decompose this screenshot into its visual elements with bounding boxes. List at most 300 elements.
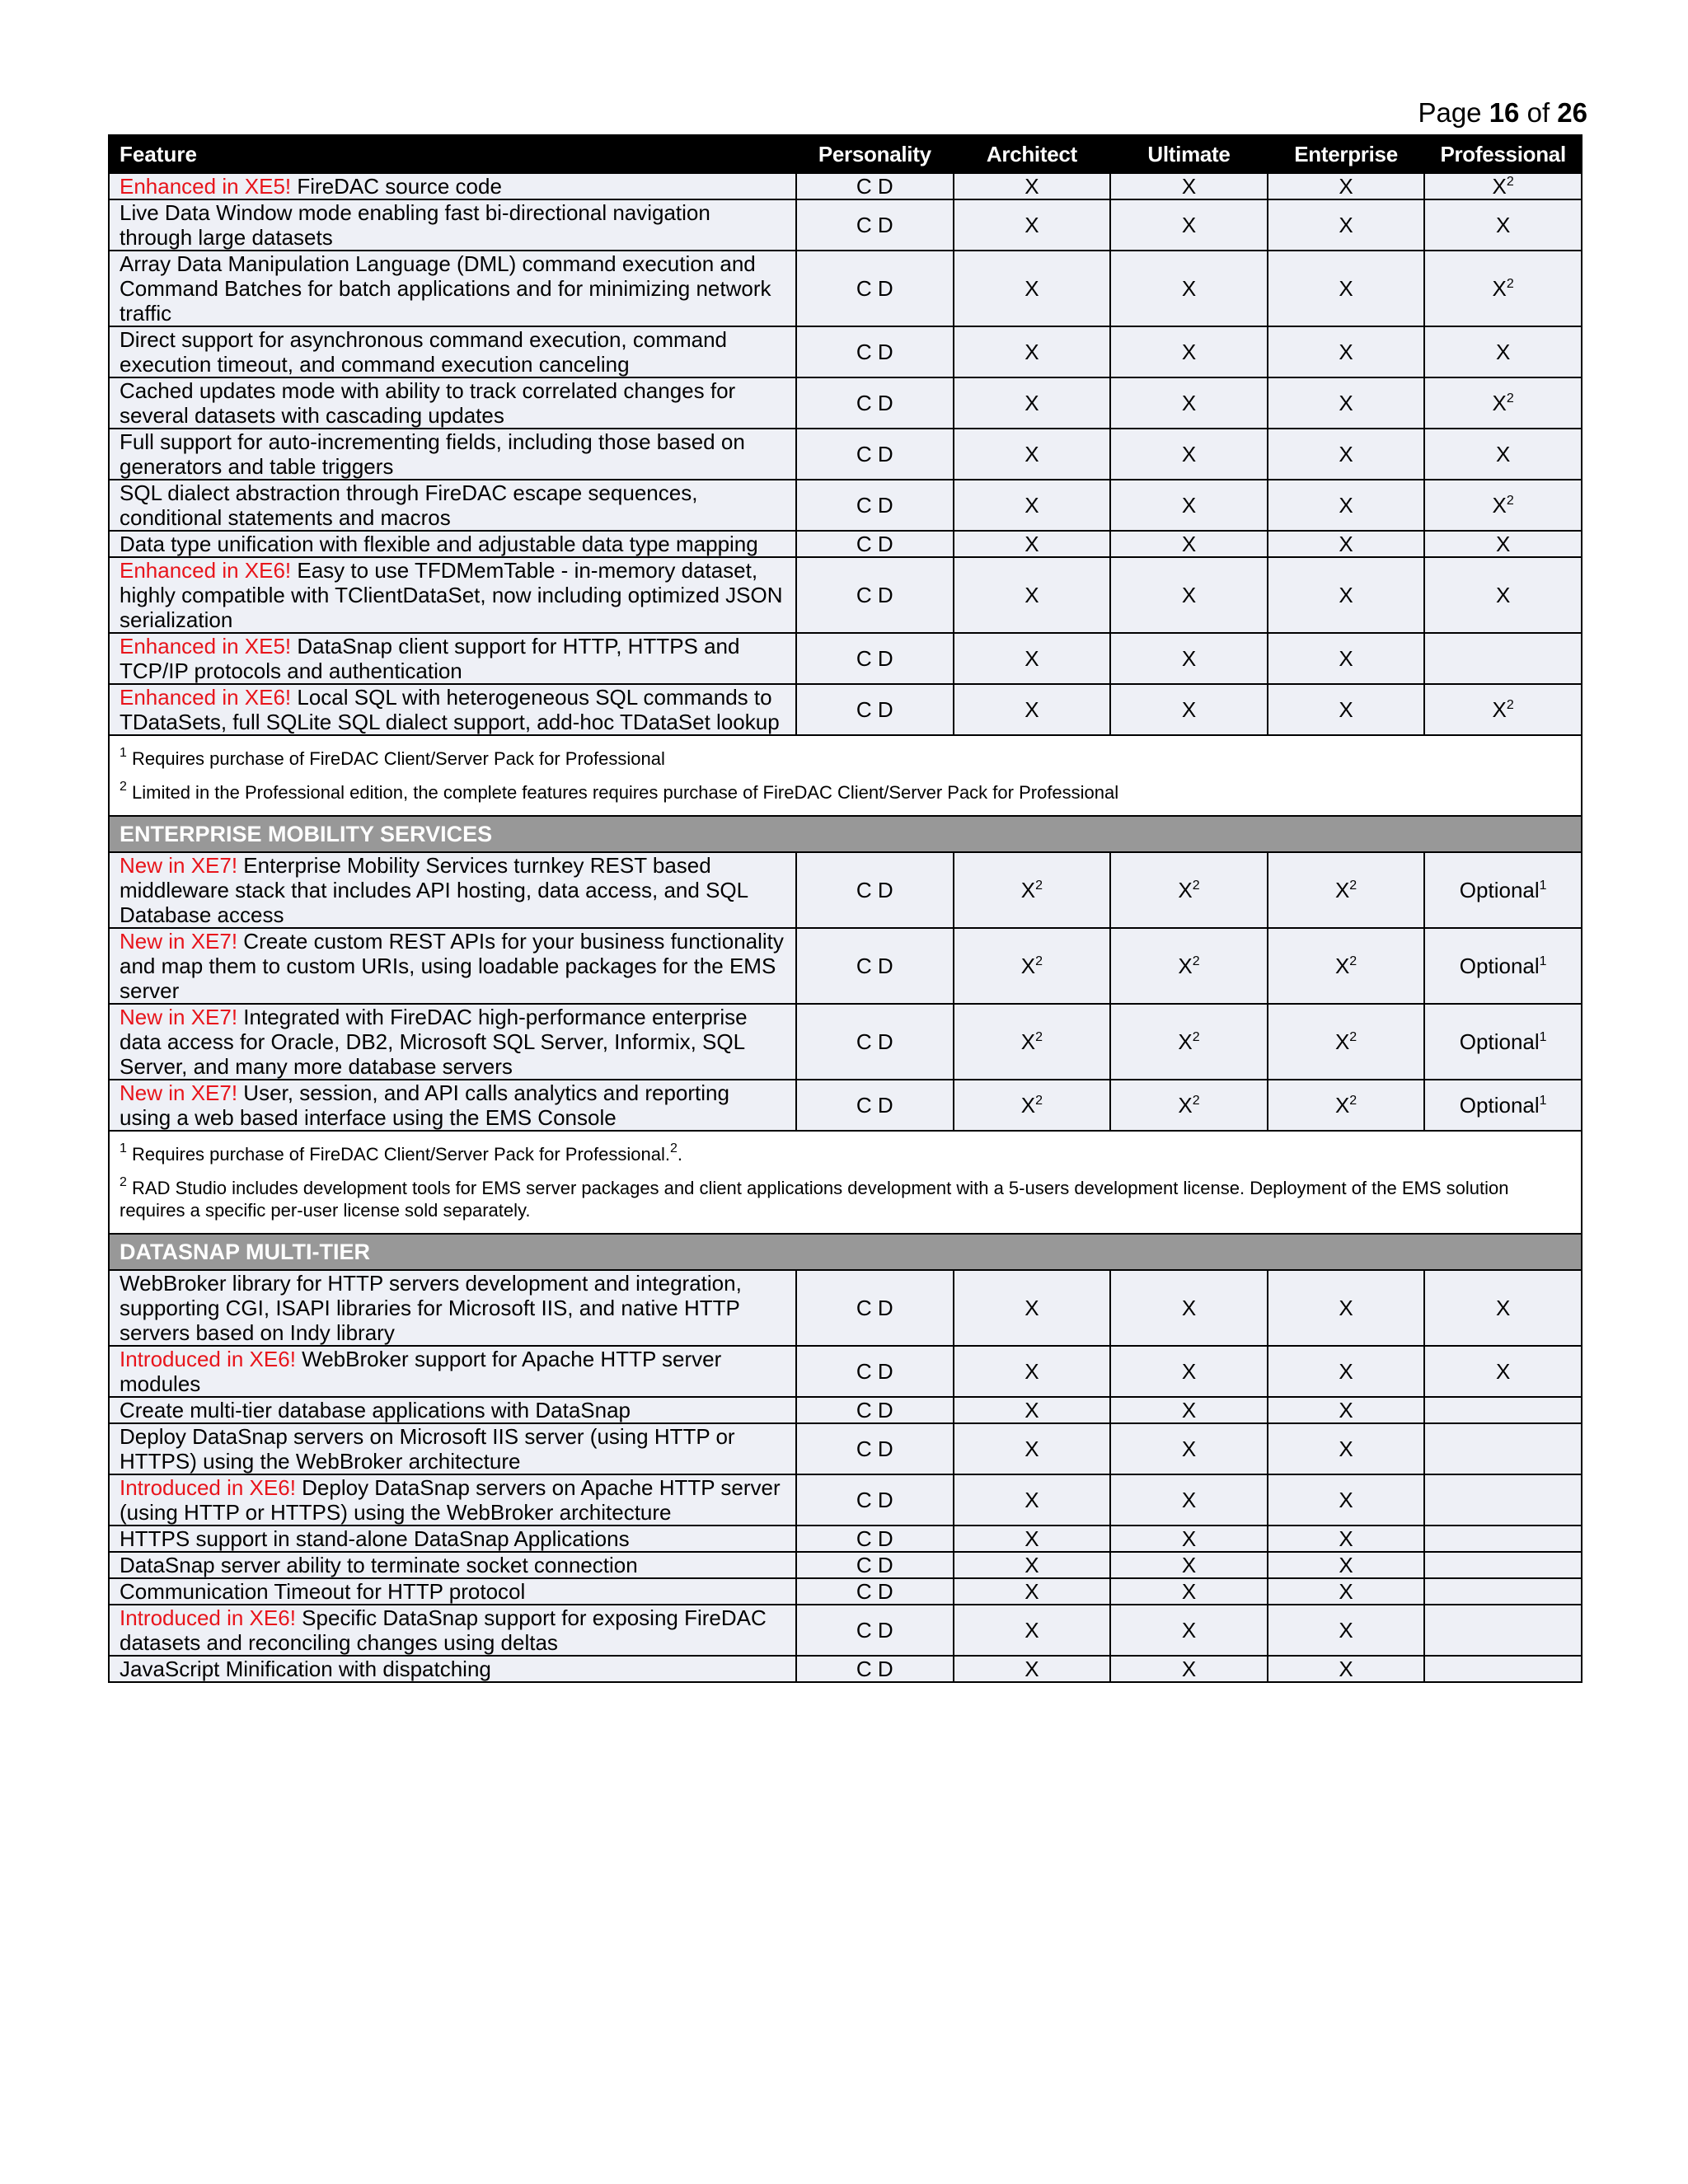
feature-cell (109, 429, 796, 480)
release-tag: Introduced in XE6! (120, 1475, 296, 1500)
cell-ultimate (1110, 1474, 1268, 1526)
footnote-ref: 1 (1539, 1094, 1547, 1108)
table-header-row (109, 135, 1582, 173)
cell-value: C D (856, 213, 893, 237)
cell-architect (954, 1270, 1111, 1346)
cell-ultimate (1110, 1526, 1268, 1552)
release-tag: Enhanced in XE5! (120, 634, 292, 658)
feature-text: Integrated with FireDAC high-performance enterprise data access for Oracle, DB2, Microsoft SQL Server, Informix, SQL Server, and many more database servers (120, 1005, 748, 1079)
cell-value: X (1181, 1436, 1197, 1461)
feature-cell (109, 173, 796, 199)
feature-cell (109, 1656, 796, 1682)
cell-value: X (1025, 1488, 1039, 1512)
cell-value: X (1178, 878, 1193, 902)
feature-text: Live Data Window mode enabling fast bi-directional navigation through large datasets (120, 200, 710, 250)
cell-enterprise (1268, 1526, 1425, 1552)
cell-ultimate (1110, 251, 1268, 326)
cell-professional (1424, 1004, 1582, 1080)
feature-text: Specific DataSnap support for exposing FireDAC datasets and reconciling changes using deltas (120, 1605, 767, 1655)
feature-text: Enterprise Mobility Services turnkey REST based middleware stack that includes API hosting, data access, and SQL Database access (120, 853, 748, 927)
cell-professional (1424, 928, 1582, 1004)
cell-professional (1424, 684, 1582, 735)
cell-architect (954, 1423, 1111, 1474)
cell-architect (954, 1080, 1111, 1131)
feature-text: DataSnap server ability to terminate socket connection (120, 1553, 638, 1577)
cell-value: X (1025, 391, 1039, 415)
cell-professional (1424, 377, 1582, 429)
cell-value: X (1339, 646, 1353, 671)
section-enterprise-mobility (109, 816, 1582, 852)
cell-ultimate (1110, 173, 1268, 199)
cell-enterprise (1268, 1474, 1425, 1526)
cell-value: X (1025, 697, 1039, 722)
footnote-ref: 2 (1035, 954, 1043, 968)
feature-text: Create multi-tier database applications with DataSnap (120, 1398, 631, 1422)
cell-architect (954, 480, 1111, 531)
cell-enterprise (1268, 1346, 1425, 1397)
cell-personality (796, 531, 954, 557)
section-title: ENTERPRISE MOBILITY SERVICES (109, 816, 1582, 852)
table-row (109, 852, 1582, 928)
cell-value: C D (856, 1296, 893, 1320)
cell-personality (796, 1605, 954, 1656)
cell-value: X (1181, 646, 1197, 671)
cell-personality (796, 173, 954, 199)
feature-matrix-table (108, 134, 1582, 1683)
cell-ultimate (1110, 1397, 1268, 1423)
cell-personality (796, 480, 954, 531)
cell-value: C D (856, 954, 893, 978)
footnote-ref: 2 (1506, 175, 1514, 189)
table-row (109, 1552, 1582, 1578)
cell-enterprise (1268, 199, 1425, 251)
cell-architect (954, 531, 1111, 557)
cell-architect (954, 1552, 1111, 1578)
cell-value: X (1181, 697, 1197, 722)
cell-ultimate (1110, 1270, 1268, 1346)
cell-architect (954, 326, 1111, 377)
table-row (109, 1004, 1582, 1080)
cell-value: X (1181, 174, 1197, 199)
cell-professional (1424, 557, 1582, 633)
cell-ultimate (1110, 326, 1268, 377)
cell-ultimate (1110, 1656, 1268, 1682)
cell-value: X (1334, 954, 1350, 978)
cell-ultimate (1110, 684, 1268, 735)
cell-value: X (1496, 340, 1511, 364)
feature-text: JavaScript Minification with dispatching (120, 1657, 491, 1681)
cell-professional (1424, 1080, 1582, 1131)
cell-professional (1424, 199, 1582, 251)
cell-value: X (1339, 1618, 1353, 1643)
release-tag: Introduced in XE6! (120, 1605, 296, 1630)
cell-personality (796, 1423, 954, 1474)
cell-value: C D (856, 391, 893, 415)
cell-enterprise (1268, 1578, 1425, 1605)
cell-value: X (1339, 1579, 1353, 1604)
feature-cell (109, 1552, 796, 1578)
footnote-number: 1 (120, 1141, 127, 1155)
feature-cell (109, 1526, 796, 1552)
cell-value: X (1181, 1398, 1197, 1422)
cell-ultimate (1110, 480, 1268, 531)
cell-professional (1424, 480, 1582, 531)
cell-value: X (1178, 1029, 1193, 1054)
cell-value: X (1496, 442, 1511, 466)
footnote-ref: 2 (1192, 1030, 1200, 1044)
cell-architect (954, 173, 1111, 199)
cell-value: X (1181, 340, 1197, 364)
cell-value: X (1025, 276, 1039, 301)
cell-value: C D (856, 1488, 893, 1512)
cell-personality (796, 199, 954, 251)
cell-enterprise (1268, 377, 1425, 429)
cell-ultimate (1110, 1346, 1268, 1397)
cell-value: X (1496, 1296, 1511, 1320)
cell-ultimate (1110, 1423, 1268, 1474)
cell-personality (796, 251, 954, 326)
footnote-text: Limited in the Professional edition, the complete features requires purchase of FireDAC Client/Server Pack for Professional (126, 782, 1119, 803)
cell-value: C D (856, 1359, 893, 1384)
cell-value: X (1025, 1296, 1039, 1320)
feature-text: User, session, and API calls analytics and reporting using a web based interface using the EMS Console (120, 1080, 729, 1130)
cell-architect (954, 852, 1111, 928)
cell-value: X (1339, 1359, 1353, 1384)
cell-architect (954, 557, 1111, 633)
release-tag: Enhanced in XE6! (120, 685, 292, 710)
header-personality: Personality (796, 135, 954, 173)
cell-personality (796, 633, 954, 684)
cell-enterprise (1268, 557, 1425, 633)
table-row (109, 326, 1582, 377)
cell-value: X (1339, 213, 1353, 237)
section-datasnap (109, 1234, 1582, 1270)
footnotes-row (109, 1131, 1582, 1234)
cell-value: X (1492, 276, 1507, 301)
table-row (109, 1578, 1582, 1605)
cell-value: C D (856, 1657, 893, 1681)
cell-professional (1424, 1270, 1582, 1346)
cell-personality (796, 1080, 954, 1131)
table-row (109, 429, 1582, 480)
cell-value: X (1025, 1657, 1039, 1681)
cell-value: X (1496, 213, 1511, 237)
cell-ultimate (1110, 377, 1268, 429)
footnote-number: 2 (120, 780, 127, 794)
cell-professional (1424, 251, 1582, 326)
table-row (109, 1474, 1582, 1526)
footnote-ref: 2 (1506, 698, 1514, 712)
cell-value: X (1025, 213, 1039, 237)
cell-personality (796, 326, 954, 377)
cell-ultimate (1110, 199, 1268, 251)
feature-text: DataSnap client support for HTTP, HTTPS and TCP/IP protocols and authentication (120, 634, 740, 683)
cell-value: X (1339, 1553, 1353, 1577)
feature-cell (109, 326, 796, 377)
feature-cell (109, 1397, 796, 1423)
cell-value: X (1178, 954, 1193, 978)
cell-value: X (1025, 532, 1039, 556)
header-architect: Architect (954, 135, 1111, 173)
feature-cell (109, 531, 796, 557)
feature-cell (109, 1578, 796, 1605)
cell-value: C D (856, 1579, 893, 1604)
footnote-ref: 2 (1349, 879, 1357, 893)
footnote-ref: 2 (1506, 277, 1514, 291)
cell-value: X (1334, 1093, 1350, 1118)
cell-value: X (1025, 442, 1039, 466)
cell-value: X (1025, 340, 1039, 364)
cell-professional (1424, 326, 1582, 377)
cell-enterprise (1268, 1423, 1425, 1474)
table-row (109, 633, 1582, 684)
cell-value: X (1181, 532, 1197, 556)
footnote-ref: 2 (1035, 1030, 1043, 1044)
feature-text: Communication Timeout for HTTP protocol (120, 1579, 526, 1604)
cell-ultimate (1110, 557, 1268, 633)
cell-value: C D (856, 532, 893, 556)
cell-ultimate (1110, 1004, 1268, 1080)
cell-professional (1424, 173, 1582, 199)
cell-value: X (1181, 1359, 1197, 1384)
footnote (120, 748, 1571, 770)
feature-cell (109, 633, 796, 684)
cell-value: X (1492, 174, 1507, 199)
footnotes-cell (109, 735, 1582, 816)
footnote-ref: 1 (1539, 1030, 1547, 1044)
footnote-ref: 2 (1192, 954, 1200, 968)
table-row (109, 1423, 1582, 1474)
table-row (109, 557, 1582, 633)
feature-text: Data type unification with flexible and adjustable data type mapping (120, 532, 758, 556)
footnote-ref: 2 (1349, 1094, 1357, 1108)
cell-ultimate (1110, 531, 1268, 557)
cell-value: C D (856, 493, 893, 518)
cell-value: X (1025, 493, 1039, 518)
release-tag: Enhanced in XE6! (120, 558, 292, 583)
release-tag: New in XE7! (120, 853, 238, 878)
cell-value: X (1025, 1553, 1039, 1577)
cell-professional (1424, 1526, 1582, 1552)
feature-cell (109, 928, 796, 1004)
cell-enterprise (1268, 1397, 1425, 1423)
cell-value: C D (856, 1398, 893, 1422)
feature-text: Easy to use TFDMemTable - in-memory dataset, highly compatible with TClientDataSet, now including optimized JSON serialization (120, 558, 783, 632)
feature-text: Array Data Manipulation Language (DML) command execution and Command Batches for batch applications and for minimizing network traffic (120, 251, 771, 326)
cell-personality (796, 557, 954, 633)
cell-value: X (1339, 1398, 1353, 1422)
footnote-ref: 2 (1035, 1094, 1043, 1108)
table-row (109, 928, 1582, 1004)
cell-value: Optional (1459, 1029, 1540, 1054)
cell-professional (1424, 633, 1582, 684)
cell-architect (954, 1526, 1111, 1552)
footnotes-row (109, 735, 1582, 816)
cell-value: X (1339, 391, 1353, 415)
footnote-ref: 2 (1349, 1030, 1357, 1044)
cell-value: Optional (1459, 878, 1540, 902)
cell-personality (796, 1397, 954, 1423)
footnote-ref: 2 (1349, 954, 1357, 968)
cell-value: C D (856, 1029, 893, 1054)
cell-value: X (1339, 1296, 1353, 1320)
cell-value: X (1181, 213, 1197, 237)
cell-value: X (1181, 493, 1197, 518)
cell-personality (796, 684, 954, 735)
header-professional: Professional (1424, 135, 1582, 173)
table-row (109, 1080, 1582, 1131)
cell-value: X (1339, 583, 1353, 607)
cell-value: X (1025, 1398, 1039, 1422)
cell-enterprise (1268, 1270, 1425, 1346)
cell-professional (1424, 531, 1582, 557)
feature-text: FireDAC source code (291, 174, 502, 199)
cell-personality (796, 1552, 954, 1578)
cell-personality (796, 1656, 954, 1682)
cell-personality (796, 377, 954, 429)
cell-enterprise (1268, 1656, 1425, 1682)
cell-value: X (1339, 493, 1353, 518)
cell-value: C D (856, 276, 893, 301)
cell-enterprise (1268, 852, 1425, 928)
footnote-text: RAD Studio includes development tools for EMS server packages and client applications development with a 5-users development license. Deployment of the EMS solution requires a specific per-user license sold separately. (120, 1178, 1509, 1221)
cell-ultimate (1110, 1080, 1268, 1131)
cell-professional (1424, 1552, 1582, 1578)
cell-professional (1424, 1605, 1582, 1656)
feature-cell (109, 557, 796, 633)
cell-value: Optional (1459, 1093, 1540, 1118)
cell-value: X (1181, 276, 1197, 301)
cell-architect (954, 377, 1111, 429)
cell-enterprise (1268, 1004, 1425, 1080)
footnotes-cell (109, 1131, 1582, 1234)
cell-value: C D (856, 442, 893, 466)
footnote-ref: 2 (1035, 879, 1043, 893)
cell-value: X (1181, 391, 1197, 415)
cell-value: X (1492, 697, 1507, 722)
cell-professional (1424, 1474, 1582, 1526)
cell-professional (1424, 1397, 1582, 1423)
feature-cell (109, 852, 796, 928)
cell-value: X (1339, 174, 1353, 199)
table-row (109, 480, 1582, 531)
feature-cell (109, 1080, 796, 1131)
cell-value: X (1025, 583, 1039, 607)
cell-enterprise (1268, 326, 1425, 377)
feature-cell (109, 1423, 796, 1474)
cell-value: X (1020, 1093, 1036, 1118)
footnote-ref: 2 (1506, 494, 1514, 508)
cell-value: C D (856, 1093, 893, 1118)
cell-professional (1424, 1346, 1582, 1397)
cell-value: X (1181, 1657, 1197, 1681)
cell-value: X (1492, 391, 1507, 415)
feature-cell (109, 377, 796, 429)
release-tag: New in XE7! (120, 1080, 238, 1105)
cell-ultimate (1110, 429, 1268, 480)
cell-personality (796, 1004, 954, 1080)
cell-value: X (1339, 532, 1353, 556)
cell-personality (796, 852, 954, 928)
footnote-text: Requires purchase of FireDAC Client/Server Pack for Professional (126, 748, 665, 769)
cell-value: X (1181, 583, 1197, 607)
cell-architect (954, 928, 1111, 1004)
cell-value: X (1339, 340, 1353, 364)
cell-value: Optional (1459, 954, 1540, 978)
cell-value: X (1339, 1657, 1353, 1681)
feature-text: Create custom REST APIs for your business functionality and map them to custom URIs, using loadable packages for the EMS server (120, 929, 784, 1003)
cell-personality (796, 1346, 954, 1397)
cell-value: X (1020, 878, 1036, 902)
cell-value: C D (856, 646, 893, 671)
header-feature: Feature (109, 135, 796, 173)
cell-value: X (1339, 1526, 1353, 1551)
cell-personality (796, 429, 954, 480)
cell-enterprise (1268, 928, 1425, 1004)
cell-value: X (1181, 1579, 1197, 1604)
footnote-ref: 1 (1539, 879, 1547, 893)
feature-cell (109, 1346, 796, 1397)
cell-value: X (1025, 1618, 1039, 1643)
cell-enterprise (1268, 1605, 1425, 1656)
cell-value: X (1334, 1029, 1350, 1054)
cell-architect (954, 1578, 1111, 1605)
cell-personality (796, 1474, 954, 1526)
cell-personality (796, 928, 954, 1004)
table-row (109, 1346, 1582, 1397)
table-row (109, 1656, 1582, 1682)
feature-text: Deploy DataSnap servers on Microsoft IIS server (using HTTP or HTTPS) using the WebBroker architecture (120, 1424, 735, 1474)
cell-value: X (1496, 583, 1511, 607)
footnote-tail: . (677, 1144, 682, 1165)
cell-value: X (1181, 442, 1197, 466)
cell-value: X (1178, 1093, 1193, 1118)
feature-cell (109, 1004, 796, 1080)
cell-value: X (1339, 276, 1353, 301)
footnote-ref: 1 (1539, 954, 1547, 968)
feature-cell (109, 1474, 796, 1526)
table-row (109, 531, 1582, 557)
cell-ultimate (1110, 1605, 1268, 1656)
feature-cell (109, 199, 796, 251)
cell-value: X (1181, 1488, 1197, 1512)
cell-enterprise (1268, 251, 1425, 326)
footnote-number: 2 (120, 1175, 127, 1189)
cell-ultimate (1110, 852, 1268, 928)
feature-text: HTTPS support in stand-alone DataSnap Applications (120, 1526, 630, 1551)
release-tag: New in XE7! (120, 1005, 238, 1029)
table-row (109, 377, 1582, 429)
page-number: Page 16 of 26 (1418, 97, 1587, 128)
feature-text: SQL dialect abstraction through FireDAC escape sequences, conditional statements and macros (120, 480, 698, 530)
cell-value: X (1025, 646, 1039, 671)
cell-value: X (1025, 174, 1039, 199)
cell-value: X (1025, 1436, 1039, 1461)
feature-text: Full support for auto-incrementing fields, including those based on generators and table triggers (120, 429, 745, 479)
footnote (120, 1177, 1571, 1221)
footnote (120, 1143, 1571, 1165)
cell-architect (954, 199, 1111, 251)
cell-value: X (1496, 1359, 1511, 1384)
footnote-ref: 2 (1506, 391, 1514, 405)
table-row (109, 173, 1582, 199)
feature-text: WebBroker support for Apache HTTP server modules (120, 1347, 722, 1396)
release-tag: Introduced in XE6! (120, 1347, 296, 1371)
cell-value: C D (856, 583, 893, 607)
table-row (109, 1605, 1582, 1656)
cell-professional (1424, 1423, 1582, 1474)
cell-ultimate (1110, 633, 1268, 684)
